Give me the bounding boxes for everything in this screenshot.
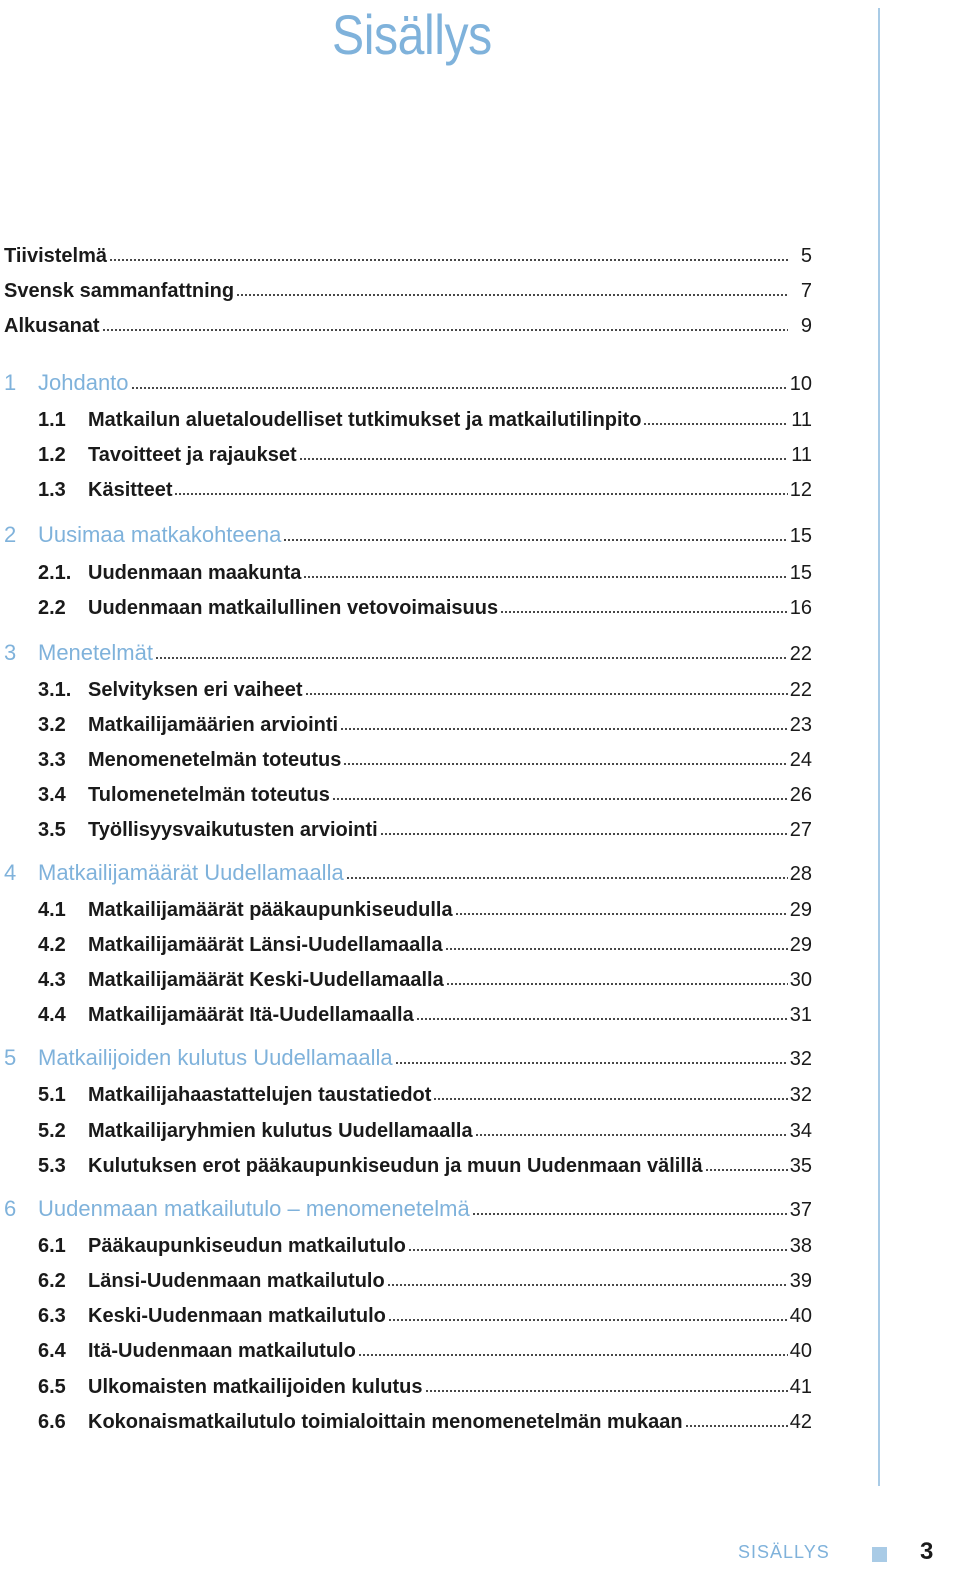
toc-section-label: Matkailijahaastattelujen taustatiedot bbox=[88, 1084, 432, 1106]
toc-chapter-3[interactable] bbox=[4, 636, 812, 666]
toc-entry-page: 7 bbox=[790, 280, 812, 303]
dot-leader bbox=[340, 728, 788, 730]
toc-section-2-2[interactable] bbox=[38, 590, 812, 620]
toc-section-3-2[interactable] bbox=[38, 707, 812, 737]
dot-leader bbox=[416, 1018, 788, 1020]
toc-section-2-1[interactable] bbox=[38, 555, 812, 585]
toc-entry-page: 10 bbox=[789, 373, 812, 395]
toc-section-label: Työllisyysvaikutusten arviointi bbox=[88, 819, 378, 841]
toc-section-label: Keski-Uudenmaan matkailutulo bbox=[88, 1305, 386, 1327]
toc-section-6-2[interactable] bbox=[38, 1263, 812, 1293]
toc-section-number: 4.4 bbox=[38, 1004, 88, 1027]
toc-chapter-number: 5 bbox=[4, 1045, 38, 1071]
toc-section-number: 2.1. bbox=[38, 562, 88, 585]
dot-leader bbox=[346, 877, 788, 879]
toc-chapter-2[interactable] bbox=[4, 518, 812, 548]
toc-section-5-1[interactable] bbox=[38, 1077, 812, 1107]
toc-section-label: Kokonaismatkailutulo toimialoittain menomenetelmän mukaan bbox=[88, 1411, 683, 1433]
dot-leader bbox=[395, 1062, 788, 1064]
toc-entry-page: 12 bbox=[789, 479, 812, 501]
dot-leader bbox=[174, 493, 787, 495]
toc-section-6-3[interactable] bbox=[38, 1298, 812, 1328]
dot-leader bbox=[446, 983, 788, 985]
toc-entry-page: 5 bbox=[790, 245, 812, 268]
toc-section-label: Itä-Uudenmaan matkailutulo bbox=[88, 1340, 356, 1362]
toc-section-label: Tavoitteet ja rajaukset bbox=[88, 444, 297, 466]
toc-section-6-6[interactable] bbox=[38, 1404, 812, 1434]
toc-section-4-1[interactable] bbox=[38, 892, 812, 922]
toc-section-number: 3.3 bbox=[38, 749, 88, 772]
toc-chapter-number: 6 bbox=[4, 1196, 38, 1222]
toc-section-number: 6.4 bbox=[38, 1340, 88, 1363]
dot-leader bbox=[332, 798, 788, 800]
toc-section-3-5[interactable] bbox=[38, 812, 812, 842]
toc-entry-page: 22 bbox=[789, 679, 812, 701]
toc-entry-label: Tiivistelmä bbox=[4, 245, 108, 267]
toc-section-number: 6.5 bbox=[38, 1376, 88, 1399]
toc-entry-page: 37 bbox=[789, 1199, 812, 1221]
toc-entry-page: 31 bbox=[789, 1004, 812, 1026]
toc-section-6-5[interactable] bbox=[38, 1369, 812, 1399]
toc-section-number: 1.3 bbox=[38, 479, 88, 502]
toc-section-3-4[interactable] bbox=[38, 777, 812, 807]
toc-section-number: 3.5 bbox=[38, 819, 88, 842]
toc-chapter-1[interactable] bbox=[4, 366, 812, 396]
toc-section-label: Uudenmaan maakunta bbox=[88, 562, 302, 584]
dot-leader bbox=[299, 458, 788, 460]
toc-section-number: 4.2 bbox=[38, 934, 88, 957]
toc-section-label: Matkailijamäärät Keski-Uudellamaalla bbox=[88, 969, 444, 991]
dot-leader bbox=[303, 576, 787, 578]
toc-chapter-number: 3 bbox=[4, 640, 38, 666]
toc-chapter-label: Johdanto bbox=[38, 370, 129, 395]
toc-section-1-1[interactable] bbox=[38, 402, 812, 432]
toc-chapter-6[interactable] bbox=[4, 1192, 812, 1222]
dot-leader bbox=[425, 1390, 788, 1392]
toc-section-label: Uudenmaan matkailullinen vetovoimaisuus bbox=[88, 597, 499, 619]
toc-section-label: Käsitteet bbox=[88, 479, 173, 501]
toc-section-number: 1.2 bbox=[38, 444, 88, 467]
toc-entry-page: 34 bbox=[789, 1120, 812, 1142]
dot-leader bbox=[705, 1169, 788, 1171]
toc-chapter-label: Matkailijamäärät Uudellamaalla bbox=[38, 860, 344, 885]
toc-entry-page: 40 bbox=[789, 1340, 812, 1362]
toc-entry-page: 22 bbox=[789, 643, 812, 665]
toc-chapter-4[interactable] bbox=[4, 856, 812, 886]
toc-section-number: 6.2 bbox=[38, 1270, 88, 1293]
toc-entry-page: 42 bbox=[789, 1411, 812, 1433]
toc-section-number: 4.3 bbox=[38, 969, 88, 992]
dot-leader bbox=[408, 1249, 788, 1251]
toc-section-label: Pääkaupunkiseudun matkailutulo bbox=[88, 1235, 406, 1257]
toc-section-label: Matkailijamäärien arviointi bbox=[88, 714, 339, 736]
toc-section-label: Matkailijamäärät Itä-Uudellamaalla bbox=[88, 1004, 414, 1026]
toc-section-5-3[interactable] bbox=[38, 1148, 812, 1178]
toc-section-3-1[interactable] bbox=[38, 672, 812, 702]
dot-leader bbox=[131, 387, 788, 389]
toc-chapter-number: 4 bbox=[4, 860, 38, 886]
dot-leader bbox=[387, 1284, 788, 1286]
toc-section-label: Matkailun aluetaloudelliset tutkimukset ja matkailutilinpito bbox=[88, 409, 642, 431]
toc-section-6-1[interactable] bbox=[38, 1228, 812, 1258]
dot-leader bbox=[455, 913, 788, 915]
toc-section-3-3[interactable] bbox=[38, 742, 812, 772]
toc-entry-page: 38 bbox=[789, 1235, 812, 1257]
toc-entry-label: Alkusanat bbox=[4, 315, 100, 337]
dot-leader bbox=[283, 539, 787, 541]
toc-chapter-label: Menetelmät bbox=[38, 640, 153, 665]
toc-section-1-2[interactable] bbox=[38, 437, 812, 467]
dot-leader bbox=[685, 1425, 788, 1427]
toc-entry-tiivistelma[interactable] bbox=[4, 238, 812, 268]
dot-leader bbox=[475, 1134, 788, 1136]
dot-leader bbox=[109, 259, 788, 261]
toc-chapter-label: Uudenmaan matkailutulo – menomenetelmä bbox=[38, 1196, 470, 1221]
toc-section-label: Matkailijamäärät Länsi-Uudellamaalla bbox=[88, 934, 443, 956]
toc-section-label: Länsi-Uudenmaan matkailutulo bbox=[88, 1270, 385, 1292]
toc-entry-page: 32 bbox=[789, 1084, 812, 1106]
toc-section-label: Matkailijamäärät pääkaupunkiseudulla bbox=[88, 899, 453, 921]
toc-section-number: 2.2 bbox=[38, 597, 88, 620]
dot-leader bbox=[472, 1213, 788, 1215]
toc-chapter-5[interactable] bbox=[4, 1041, 812, 1071]
dot-leader bbox=[500, 611, 788, 613]
toc-entry-page: 24 bbox=[789, 749, 812, 771]
toc-entry-page: 26 bbox=[789, 784, 812, 806]
dot-leader bbox=[236, 294, 788, 296]
toc-section-label: Tulomenetelmän toteutus bbox=[88, 784, 330, 806]
toc-section-4-4[interactable] bbox=[38, 997, 812, 1027]
toc-entry-page: 15 bbox=[789, 525, 812, 547]
toc-section-number: 5.1 bbox=[38, 1084, 88, 1107]
toc-entry-label: Svensk sammanfattning bbox=[4, 280, 235, 302]
toc-section-label: Kulutuksen erot pääkaupunkiseudun ja muun Uudenmaan välillä bbox=[88, 1155, 703, 1177]
toc-entry-alkusanat[interactable] bbox=[4, 308, 812, 338]
toc-entry-page: 41 bbox=[789, 1376, 812, 1398]
toc-section-label: Selvityksen eri vaiheet bbox=[88, 679, 303, 701]
toc-entry-page: 27 bbox=[789, 819, 812, 841]
dot-leader bbox=[155, 657, 788, 659]
toc-section-4-3[interactable] bbox=[38, 962, 812, 992]
toc-entry-page: 11 bbox=[791, 444, 812, 466]
dot-leader bbox=[343, 763, 787, 765]
toc-section-number: 5.3 bbox=[38, 1155, 88, 1178]
toc-entry-page: 28 bbox=[789, 863, 812, 885]
toc-entry-page: 9 bbox=[790, 315, 812, 338]
toc-section-1-3[interactable] bbox=[38, 472, 812, 502]
toc-entry-page: 16 bbox=[789, 597, 812, 619]
toc-section-number: 3.2 bbox=[38, 714, 88, 737]
toc-entry-page: 30 bbox=[789, 969, 812, 991]
toc-entry-svensk-sammanfattning[interactable] bbox=[4, 273, 812, 303]
toc-section-number: 5.2 bbox=[38, 1120, 88, 1143]
toc-section-number: 1.1 bbox=[38, 409, 88, 432]
page-title: Sisällys bbox=[332, 3, 492, 66]
margin-rule bbox=[878, 8, 880, 1486]
footer-section-label: SISÄLLYS bbox=[738, 1542, 830, 1562]
toc-section-number: 3.1. bbox=[38, 679, 88, 702]
toc-section-label: Matkailijaryhmien kulutus Uudellamaalla bbox=[88, 1120, 473, 1142]
toc-entry-page: 40 bbox=[789, 1305, 812, 1327]
toc-entry-page: 39 bbox=[789, 1270, 812, 1292]
toc-entry-page: 32 bbox=[789, 1048, 812, 1070]
toc-entry-page: 29 bbox=[789, 899, 812, 921]
toc-section-number: 4.1 bbox=[38, 899, 88, 922]
toc-entry-page: 23 bbox=[789, 714, 812, 736]
footer-square-marker bbox=[872, 1547, 887, 1562]
toc-chapter-label: Uusimaa matkakohteena bbox=[38, 522, 282, 547]
dot-leader bbox=[643, 423, 788, 425]
toc-section-number: 6.6 bbox=[38, 1411, 88, 1434]
dot-leader bbox=[388, 1319, 788, 1321]
toc-chapter-number: 2 bbox=[4, 522, 38, 548]
toc-chapter-label: Matkailijoiden kulutus Uudellamaalla bbox=[38, 1045, 393, 1070]
toc-entry-page: 29 bbox=[789, 934, 812, 956]
dot-leader bbox=[102, 329, 788, 331]
toc-entry-page: 15 bbox=[789, 562, 812, 584]
footer-page-number: 3 bbox=[920, 1538, 934, 1565]
toc-entry-page: 11 bbox=[791, 409, 812, 431]
dot-leader bbox=[380, 833, 788, 835]
toc-section-number: 6.3 bbox=[38, 1305, 88, 1328]
toc-section-5-2[interactable] bbox=[38, 1113, 812, 1143]
toc-section-number: 3.4 bbox=[38, 784, 88, 807]
toc-section-6-4[interactable] bbox=[38, 1333, 812, 1363]
toc-section-label: Ulkomaisten matkailijoiden kulutus bbox=[88, 1376, 423, 1398]
toc-section-4-2[interactable] bbox=[38, 927, 812, 957]
toc-chapter-number: 1 bbox=[4, 370, 38, 396]
dot-leader bbox=[358, 1354, 788, 1356]
dot-leader bbox=[433, 1098, 787, 1100]
toc-entry-page: 35 bbox=[789, 1155, 812, 1177]
toc-section-label: Menomenetelmän toteutus bbox=[88, 749, 342, 771]
dot-leader bbox=[305, 693, 788, 695]
dot-leader bbox=[445, 948, 788, 950]
toc-section-number: 6.1 bbox=[38, 1235, 88, 1258]
